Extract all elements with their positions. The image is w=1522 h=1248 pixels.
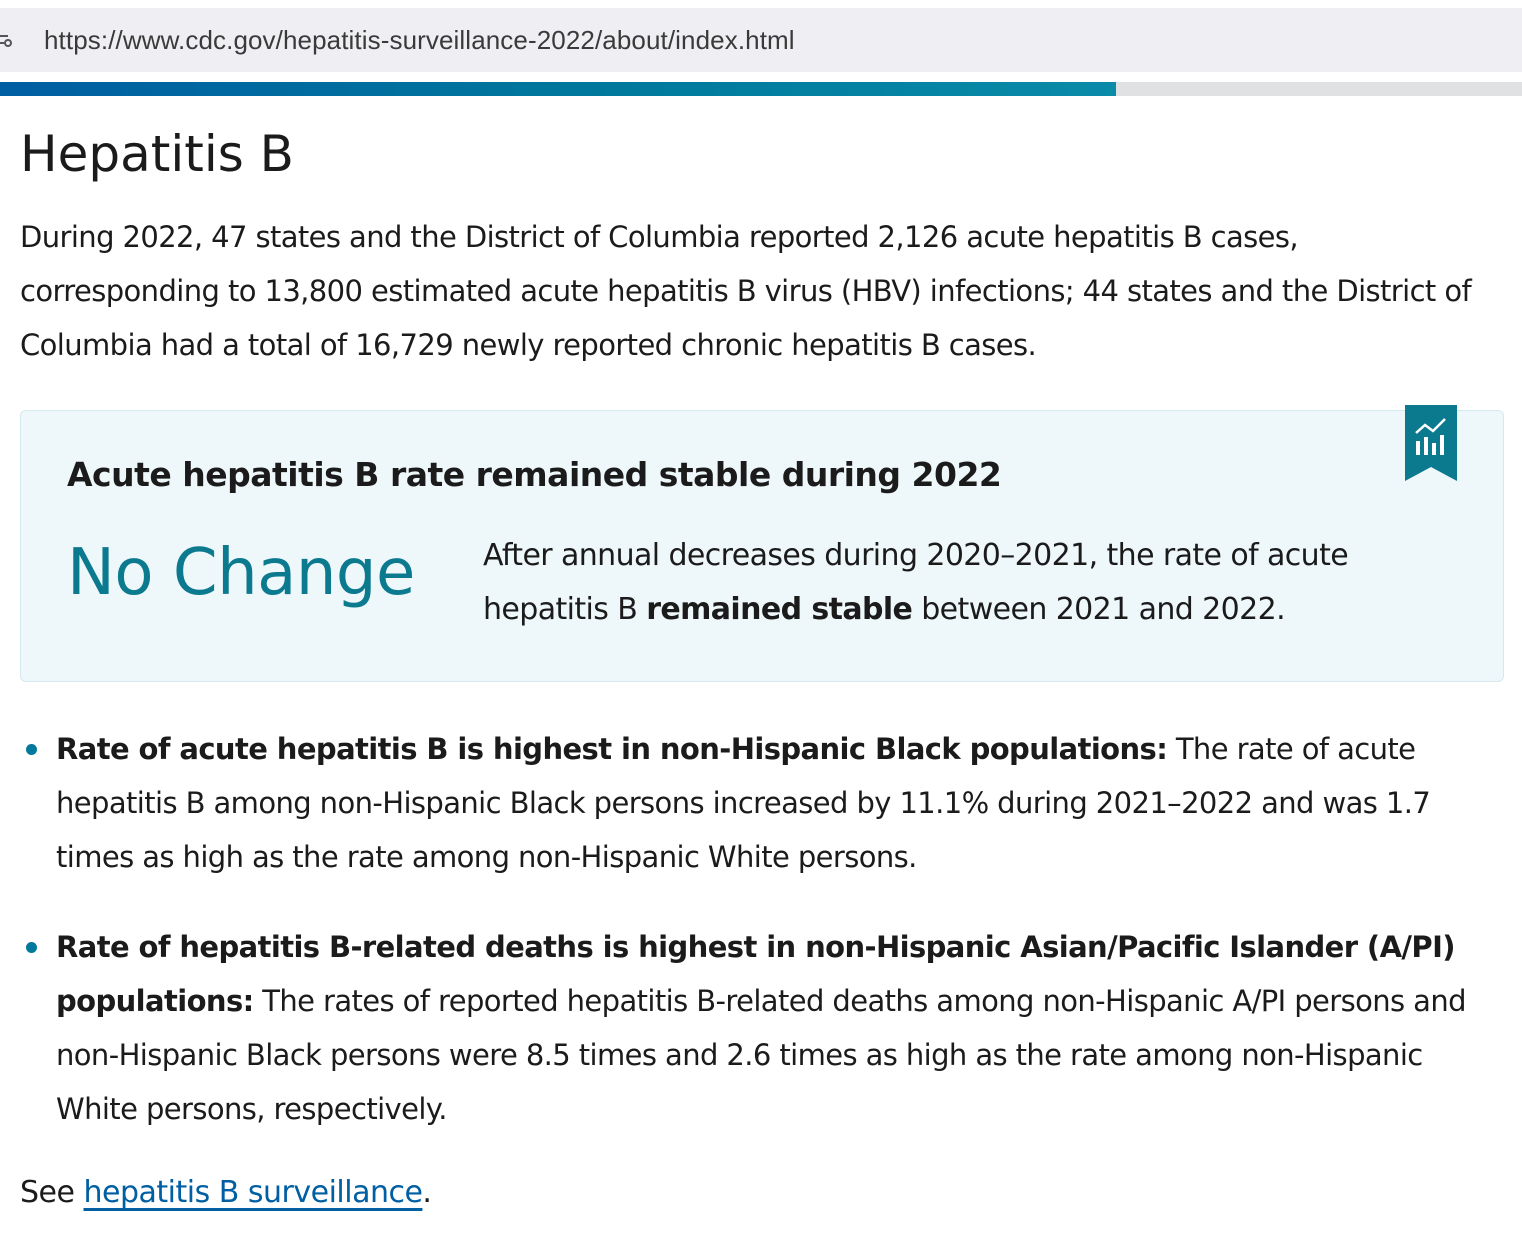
trend-chart-bookmark-icon (1405, 405, 1457, 481)
hepatitis-b-surveillance-link[interactable]: hepatitis B surveillance (83, 1175, 423, 1210)
see-period: . (422, 1175, 432, 1210)
bullet-dot (26, 744, 37, 755)
intro-paragraph: During 2022, 47 states and the District of Columbia reported 2,126 acute hepatitis B cases, corresponding to 13,800 estimated acute hepatitis B virus (HBV) infections; 44 states and the District of Columbia had a total of 16,729 newly reported chronic hepatitis B cases. (20, 220, 1472, 362)
page-title: Hepatitis B (20, 125, 294, 183)
main-content (20, 96, 1504, 1220)
callout-desc-before: After annual decreases during 2020–2021, the rate of acute hepatitis B (483, 538, 1349, 627)
callout-desc-bold: remained stable (646, 592, 913, 627)
bullet-text: The rates of reported hepatitis B-related deaths among non-Hispanic A/PI persons and non-Hispanic Black persons were 8.5 times and 2.6 times as high as the rate among non-Hispanic White persons, respectively. (56, 984, 1466, 1126)
site-settings-icon[interactable] (0, 30, 14, 50)
address-bar[interactable] (0, 8, 1522, 72)
bullet-text: The rate of acute hepatitis B among non-Hispanic Black persons increased by 11.1% during 2021–2022 and was 1.7 times as high as the rate among non-Hispanic White persons. (56, 732, 1431, 874)
callout-description (483, 529, 1473, 637)
reading-progress-bar (0, 82, 1522, 96)
callout-heading: Acute hepatitis B rate remained stable during 2022 (67, 455, 1002, 494)
list-item (20, 722, 1504, 884)
bullet-heading: Rate of acute hepatitis B is highest in non-Hispanic Black populations: (56, 732, 1168, 766)
key-findings-list (20, 722, 1504, 1136)
see-also (20, 1166, 1504, 1220)
callout-desc-after: between 2021 and 2022. (912, 592, 1286, 627)
see-label: See (20, 1175, 84, 1210)
reading-progress-fill (0, 82, 1116, 96)
status-label: No Change (67, 536, 415, 610)
bullet-heading: Rate of hepatitis B-related deaths is highest in non-Hispanic Asian/Pacific Islander (A/PI) populations: (56, 930, 1455, 1018)
highlight-callout (20, 410, 1504, 682)
list-item (20, 920, 1504, 1136)
url-text[interactable]: https://www.cdc.gov/hepatitis-surveillance-2022/about/index.html (44, 24, 795, 55)
bullet-dot (26, 942, 37, 953)
